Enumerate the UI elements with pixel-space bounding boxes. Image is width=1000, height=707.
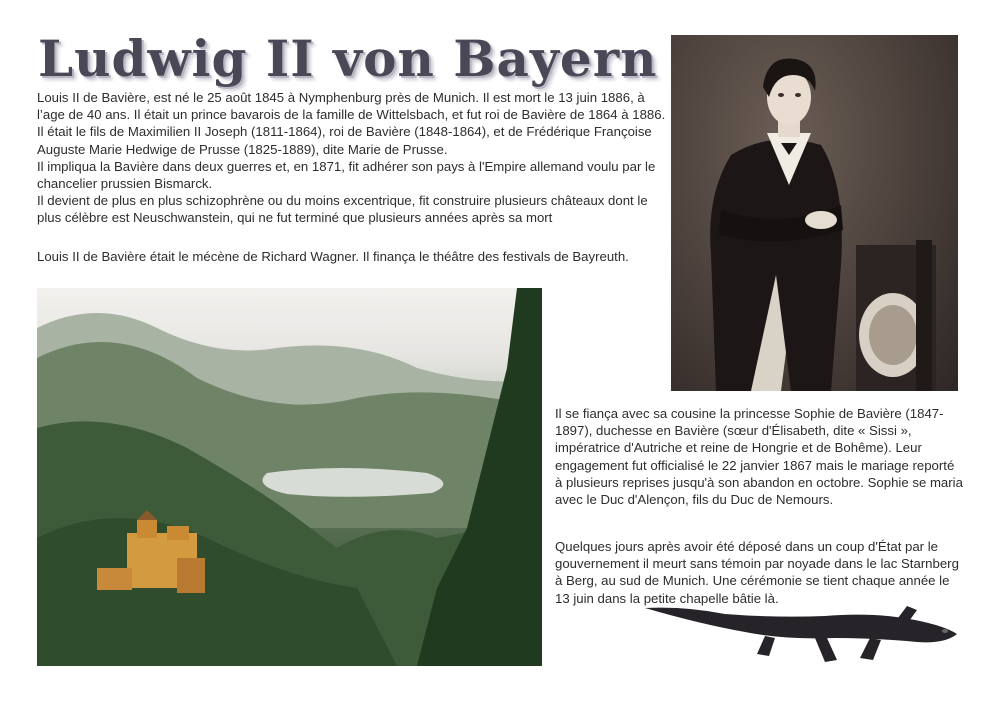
salamander-photo <box>645 598 960 668</box>
sophie-paragraph: Il se fiança avec sa cousine la princesse Sophie de Bavière (1847-1897), duchesse en Bavière (sœur d'Élisabeth, dite « Sissi », impératrice d'Autriche et reine de Hongrie et de Bohême). Leur engagement fut officialisé le 22 janvier 1867 mais le mariage reporté à plusieurs reprises jusqu'à son abandon en octobre. Sophie se maria avec le Duc d'Alençon, fils du Duc de Nemours. <box>555 406 963 508</box>
intro-paragraph: Louis II de Bavière, est né le 25 août 1845 à Nymphenburg près de Munich. Il est mort le 13 juin 1886, à l’age de 40 ans. Il était un prince bavarois de la famille de Wittelsbach, et fut roi de Bavière de 1864 à 1886. Il était le fils de Maximilien II Joseph (1811-1864), roi de Bavière (1848-1864), et de Frédérique Françoise Auguste Marie Hedwige de Prusse (1825-1889), dite Marie de Prusse. Il impliqua la Bavière dans deux guerres et, en 1871, fit adhérer son pays à l'Empire allemand voulu par le chancelier prussien Bismarck. Il devient de plus en plus schizophrène ou du moins excentrique, fit construire plusieurs châteaux dont le plus célèbre est Neuschwanstein, qui ne fut terminé que plusieurs années après sa mort <box>37 90 666 226</box>
death-paragraph: Quelques jours après avoir été déposé dans un coup d'État par le gouvernement il meurt sans témoin par noyade dans le lac Starnberg à Berg, au sud de Munich. Une cérémonie se tient chaque année le 13 juin dans la petite chapelle bâtie là. <box>555 539 959 606</box>
portrait-figure <box>671 35 958 391</box>
wagner-paragraph: Louis II de Bavière était le mécène de Richard Wagner. Il finança le théâtre des festivals de Bayreuth. <box>37 249 629 264</box>
castle-landscape-photo <box>37 288 542 666</box>
portrait-photo <box>671 35 958 391</box>
landscape-scene <box>37 288 542 666</box>
salamander-figure <box>645 598 960 668</box>
page-title: Ludwig II von Bayern <box>38 29 658 88</box>
